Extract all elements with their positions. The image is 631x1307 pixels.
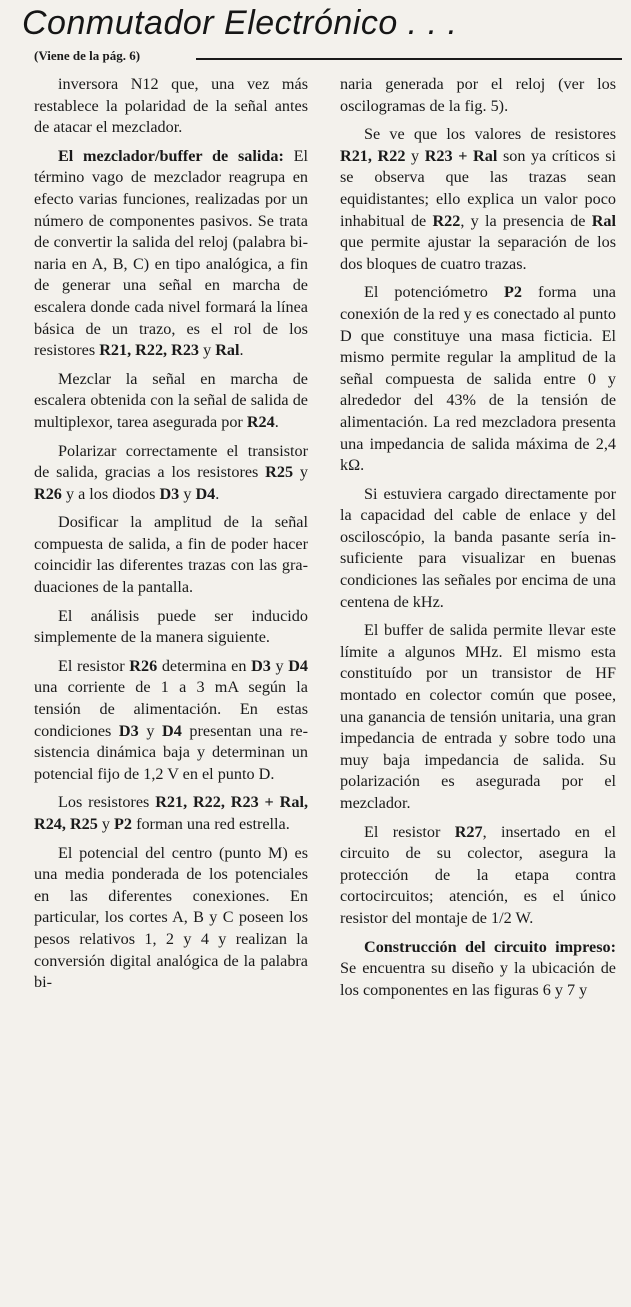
text-run: y	[179, 484, 196, 503]
bold-text-run: Ral	[215, 341, 240, 360]
text-run: determina en	[157, 656, 252, 675]
bold-text-run: D3	[118, 721, 139, 740]
text-run: Si estuviera cargado directamente por la capacidad del cable de enlace y del osciloscópio, la banda pasante sería insuficiente para visualizar en buenas condiciones las señales por encima de una centena de kHz.	[340, 484, 616, 611]
paragraph	[34, 441, 308, 506]
paragraph	[340, 822, 616, 930]
text-run: Mezclar la señal en marcha de escalera obtenida con la señal de salida de multiplexor, tarea asegurada por	[34, 369, 308, 431]
text-run: El análisis puede ser inducido simplemente de la manera siguiente.	[34, 606, 308, 647]
text-run: inversora N12 que, una vez más restablece la polaridad de la señal antes de atacar el mezclador.	[34, 75, 308, 137]
text-run: Se encuentra su diseño y la ubicación de los componentes en las figuras 6 y 7 y	[340, 959, 616, 999]
text-run: forman una red estrella.	[132, 815, 290, 833]
bold-text-run: D3	[159, 484, 180, 503]
text-run: Polarizar correctamente el transistor de salida, gracias a los resistores	[34, 441, 308, 482]
text-run: y	[97, 815, 115, 833]
text-run: Dosificar la amplitud de la señal compuesta de salida, a fin de poder hacer coincidir las diferentes trazas con las graduaciones de la pantalla.	[34, 513, 308, 597]
bold-text-run: P2	[503, 283, 522, 302]
text-run: son ya críticos si se observa que las trazas sean equidistantes; ello explica un valor poco inhabitual de	[340, 146, 616, 230]
bold-text-run: R27	[454, 822, 483, 841]
paragraph	[34, 656, 308, 786]
text-run: y a los diodos	[61, 484, 160, 503]
bold-text-run: Construcción del circuito impreso:	[364, 937, 616, 956]
text-run: .	[215, 484, 220, 503]
paragraph	[340, 282, 616, 476]
paragraph	[340, 620, 616, 814]
bold-text-run: R21, R22, R23	[99, 341, 200, 360]
text-run: .	[239, 341, 244, 360]
text-run: y	[270, 656, 289, 675]
text-run: El término vago de mezclador reagrupa en efecto varias funciones, realizadas por un número de componentes pasivos. Se trata de convertir la salida del reloj (palabra binaria en A, B, C) en tipo analógica, a fin de generar una señal en marcha de escalera donde cada nivel formará la línea básica de un trazo, es el rol de los resistores	[34, 146, 308, 360]
bold-text-run: El mezclador/buffer de salida:	[58, 146, 284, 165]
bold-text-run: Ral	[591, 211, 616, 230]
text-run: una corriente de 1 a 3 mA según la tensión de alimentación. En estas condiciones	[34, 678, 308, 740]
bold-text-run: D4	[195, 484, 216, 503]
text-run: El potenciómetro	[364, 283, 504, 302]
left-column	[34, 74, 308, 1001]
bold-text-run: P2	[114, 815, 133, 833]
bold-text-run: R21, R22, R23 + Ral, R24, R25	[34, 793, 308, 833]
text-run: y	[405, 146, 425, 165]
bold-text-run: R26	[129, 656, 158, 675]
article-title: Conmutador Electrónico . . .	[22, 4, 458, 42]
text-run: , y la presencia de	[460, 211, 592, 230]
bold-text-run: R21, R22	[340, 146, 406, 165]
paragraph	[340, 124, 616, 275]
bold-text-run: D3	[251, 656, 271, 675]
text-run: Se ve que los valores de resistores	[364, 125, 616, 144]
text-run: y	[138, 721, 163, 740]
text-run: , insertado en el circuito de su colector, asegura la protección de la etapa contra cortocircuitos; atención, es el único resistor del montaje de 1/2 W.	[340, 822, 616, 927]
bold-text-run: R22	[432, 211, 461, 230]
paragraph	[340, 484, 616, 614]
text-run: El resistor	[58, 656, 130, 675]
text-run: y	[293, 463, 308, 482]
bold-text-run: R25	[265, 463, 294, 482]
right-column	[340, 74, 616, 1008]
paragraph	[34, 74, 308, 139]
paragraph	[34, 146, 308, 362]
text-run: El buffer de salida permite llevar este límite a algunos MHz. El mismo esta constituído por un transistor de HF montado en colector común que posee, una ganancia de tensión unitaria, una gran impedancia de entrada y sobre todo una muy baja impedancia de salida. Su polarización es asegurada por el mezclador.	[340, 621, 616, 812]
text-run: presentan una resistencia dinámica baja y determinan un potencial fijo de 1,2 V en el punto D.	[34, 721, 308, 783]
paragraph	[34, 606, 308, 649]
paragraph	[340, 74, 616, 117]
text-run: El resistor	[364, 822, 455, 841]
bold-text-run: R23 + Ral	[424, 146, 498, 165]
header-rule	[196, 58, 622, 60]
paragraph	[34, 512, 308, 598]
continued-from-note: (Viene de la pág. 6)	[34, 48, 141, 63]
text-run: que permite ajustar la separación de los dos bloques de cuatro trazas.	[340, 233, 616, 273]
paragraph	[34, 792, 308, 835]
text-run: El potencial del centro (punto M) es una media ponderada de los potenciales en las diferentes conexiones. En particular, los cortes A, B y C poseen los pesos relativos 1, 2 y 4 y realizan la conversión digital analógica de la palabra bi-	[34, 843, 308, 992]
text-run: .	[274, 412, 279, 431]
text-run: forma una conexión de la red y es conectado al punto D que constituye una masa ficticia. El mismo permite regular la amplitud de la señal compuesta de salida entre 0 y alrededor del 43% de la tensión de alimentación. La red mezcladora presenta una impedancia de salida máxima de 2,4 kΩ.	[340, 283, 616, 475]
bold-text-run: D4	[288, 656, 308, 675]
text-run: y	[199, 341, 216, 360]
bold-text-run: R24	[246, 412, 275, 431]
text-run: Los resistores	[58, 793, 156, 812]
bold-text-run: D4	[162, 721, 182, 740]
text-run: naria generada por el reloj (ver los oscilogramas de la fig. 5).	[340, 75, 616, 115]
bold-text-run: R26	[34, 484, 62, 503]
paragraph	[340, 937, 616, 1002]
paragraph	[34, 843, 308, 994]
paragraph	[34, 369, 308, 434]
